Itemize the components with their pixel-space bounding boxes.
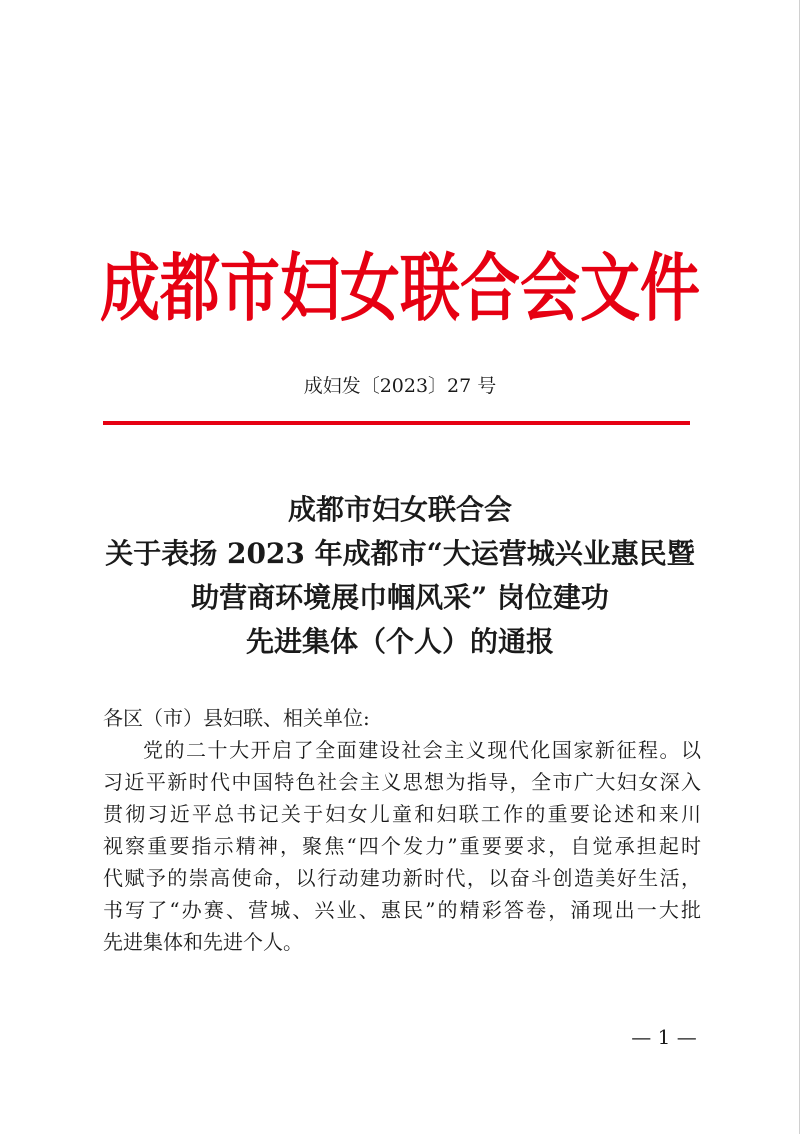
document-number: 成妇发〔2023〕27 号 [303,375,497,397]
title-line-1: 成都市妇女联合会 [287,493,512,526]
document-title [0,488,800,664]
paragraph-line: 书写了“办赛、营城、兴业、惠民”的精彩答卷，涌现出一大批 [103,898,701,922]
title-line-3: 助营商环境展巾帼风采” 岗位建功 [191,581,609,614]
paragraph-line: 贯彻习近平总书记关于妇女儿童和妇联工作的重要论述和来川 [103,802,701,826]
document-body [103,702,701,958]
title-line-2: 关于表扬 2023 年成都市“大运营城兴业惠民暨 [105,537,695,570]
red-divider-line [103,421,690,425]
paragraph-line: 代赋予的崇高使命，以行动建功新时代，以奋斗创造美好生活， [103,866,701,890]
salutation: 各区（市）县妇联、相关单位: [103,706,370,730]
page-number: — 1 — [631,1025,697,1049]
paragraph-line: 视察重要指示精神，聚焦“四个发力”重要要求，自觉承担起时 [103,834,701,858]
paragraph-line: 先进集体和先进个人。 [103,930,303,954]
paragraph-line: 习近平新时代中国特色社会主义思想为指导，全市广大妇女深入 [103,770,701,794]
document-masthead: 成都市妇女联合会文件 [100,246,700,332]
paragraph-line: 党的二十大开启了全面建设社会主义现代化国家新征程。以 [143,738,701,762]
title-line-4: 先进集体（个人）的通报 [245,625,554,658]
